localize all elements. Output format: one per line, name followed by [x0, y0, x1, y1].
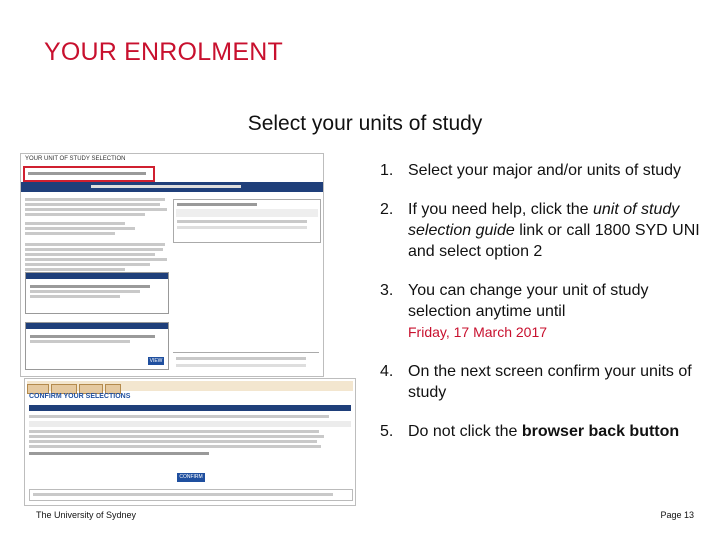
unit-selection-screenshot	[20, 153, 324, 377]
confirm-heading: CONFIRM YOUR SELECTIONS	[29, 393, 131, 400]
unit-selection-guide-link: unit of study selection guide	[408, 201, 680, 239]
slide-subtitle: Select your units of study	[247, 112, 483, 135]
screenshot-right-table	[173, 199, 321, 243]
screenshot-tabs	[27, 381, 353, 391]
steps-list	[380, 160, 710, 460]
screenshot-header-bar	[21, 182, 323, 192]
step-5: 5. Do not click the browser back button	[380, 423, 680, 440]
screenshot-heading: YOUR UNIT OF STUDY SELECTION	[25, 156, 126, 162]
screenshot-left-text	[25, 196, 171, 281]
confirm-table	[29, 413, 351, 457]
screenshot-form-box-1	[25, 272, 169, 314]
slide-title: YOUR ENROLMENT	[44, 38, 283, 66]
step-2: 2. If you need help, click the unit of study selection guide link or call 1800 SYD UNI and select option 2	[380, 201, 700, 260]
step-4: 4. On the next screen confirm your units of study	[380, 363, 692, 401]
page-number: Page 13	[660, 510, 694, 520]
help-link-highlight	[23, 166, 155, 182]
confirm-button[interactable]: CONFIRM	[177, 473, 205, 482]
step-3: 3. You can change your unit of study selection anytime until Friday, 17 March 2017	[380, 282, 649, 340]
view-button[interactable]: VIEW	[149, 358, 163, 364]
confirm-note	[29, 489, 353, 501]
confirm-table-header	[29, 405, 351, 411]
confirm-selections-screenshot	[24, 378, 356, 506]
deadline-date: Friday, 17 March 2017	[408, 324, 548, 340]
screenshot-summary-table	[173, 352, 319, 373]
step-1: 1. Select your major and/or units of study	[380, 162, 682, 179]
footer-university: The University of Sydney	[36, 510, 137, 520]
screenshot-form-box-2	[25, 322, 169, 370]
